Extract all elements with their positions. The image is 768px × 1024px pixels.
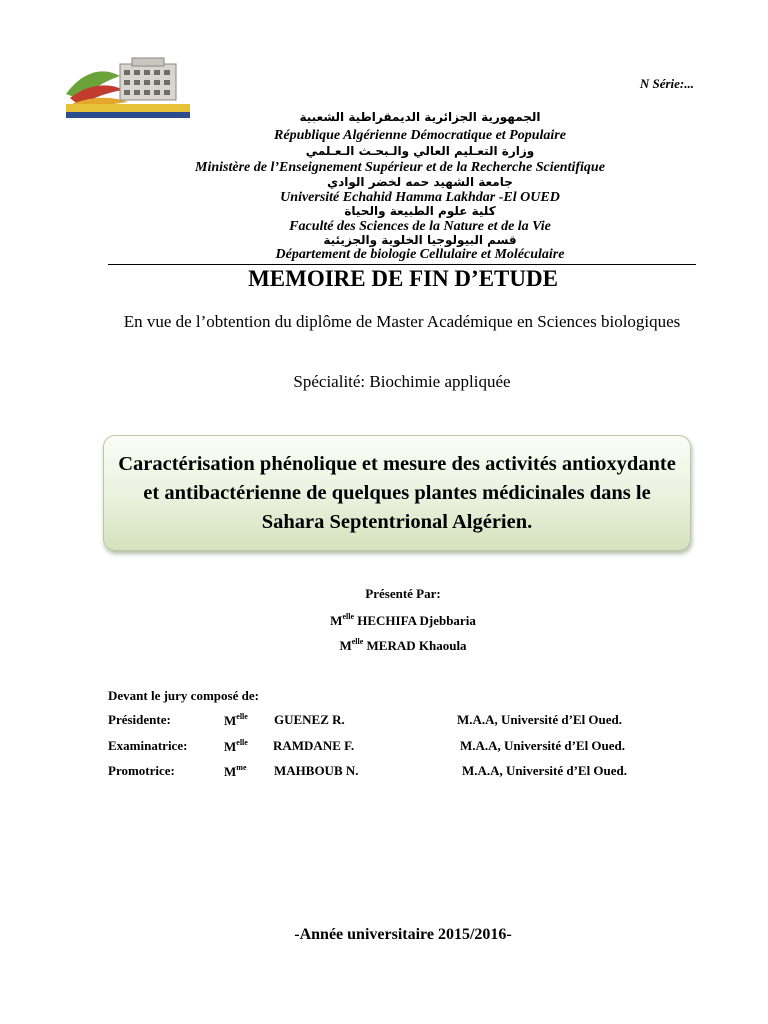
header-department: Département de biologie Cellulaire et Moléculaire <box>275 247 565 262</box>
jury-title: $M^{me}$ <box>224 763 247 779</box>
jury-title: $M^{elle}$ <box>224 712 248 728</box>
jury-role: Présidente: <box>108 712 171 727</box>
header-arabic-ministry: وزارة التعـليم العالي والـبحـث الـعـلمي <box>305 144 535 158</box>
thesis-title: Caractérisation phénolique et mesure des activités antioxydante et antibactérienne de quelques plantes médicinales dans le Sahara Septentrional Algérien. <box>118 452 676 533</box>
serie-number: N Série:... <box>639 76 694 91</box>
jury-role: Examinatrice: <box>108 738 188 753</box>
author-2: $M^{elle}$ MERAD Khaoula <box>339 637 467 653</box>
header-arabic-republic: الجمهورية الجزائرية الديمقراطية الشعبية <box>299 110 541 124</box>
header-arabic-university: جامعة الشهيد حمه لخضر الوادي <box>327 175 513 189</box>
jury-intro: Devant le jury composé de: <box>108 688 259 703</box>
jury-name: GUENEZ R. <box>274 712 345 727</box>
header-university: Université Echahid Hamma Lakhdar -El OUED <box>280 190 560 205</box>
jury-name: MAHBOUB N. <box>274 763 359 778</box>
jury-title: $M^{elle}$ <box>224 738 248 754</box>
header-faculty: Faculté des Sciences de la Nature et de la Vie <box>289 219 551 234</box>
memoire-title: MEMOIRE DE FIN D’ETUDE <box>248 266 558 291</box>
header-arabic-faculty: كلية علوم الطبيعة والحياة <box>344 204 496 218</box>
jury-affiliation: M.A.A, Université d’El Oued. <box>457 712 623 727</box>
author-1: $M^{elle}$ HECHIFA Djebbaria <box>330 612 476 628</box>
header-ministry: Ministère de l’Enseignement Supérieur et de la Recherche Scientifique <box>195 160 605 175</box>
jury-affiliation: M.A.A, Université d’El Oued. <box>462 763 628 778</box>
obtention-text: En vue de l’obtention du diplôme de Master Académique en Sciences biologiques <box>123 312 681 331</box>
thesis-title-box <box>103 435 691 551</box>
jury-name: RAMDANE F. <box>273 738 355 753</box>
header-republic: République Algérienne Démocratique et Populaire <box>274 128 566 143</box>
academic-year: -Année universitaire 2015/2016- <box>294 926 512 943</box>
specialite-text: Spécialité: Biochimie appliquée <box>293 372 511 391</box>
jury-affiliation: M.A.A, Université d’El Oued. <box>460 738 626 753</box>
header-divider <box>108 264 696 265</box>
header-arabic-department: قسم البيولوجيا الخلوية والجزيئية <box>323 233 517 247</box>
presented-by-label: Présenté Par: <box>365 586 441 601</box>
jury-role: Promotrice: <box>108 763 175 778</box>
